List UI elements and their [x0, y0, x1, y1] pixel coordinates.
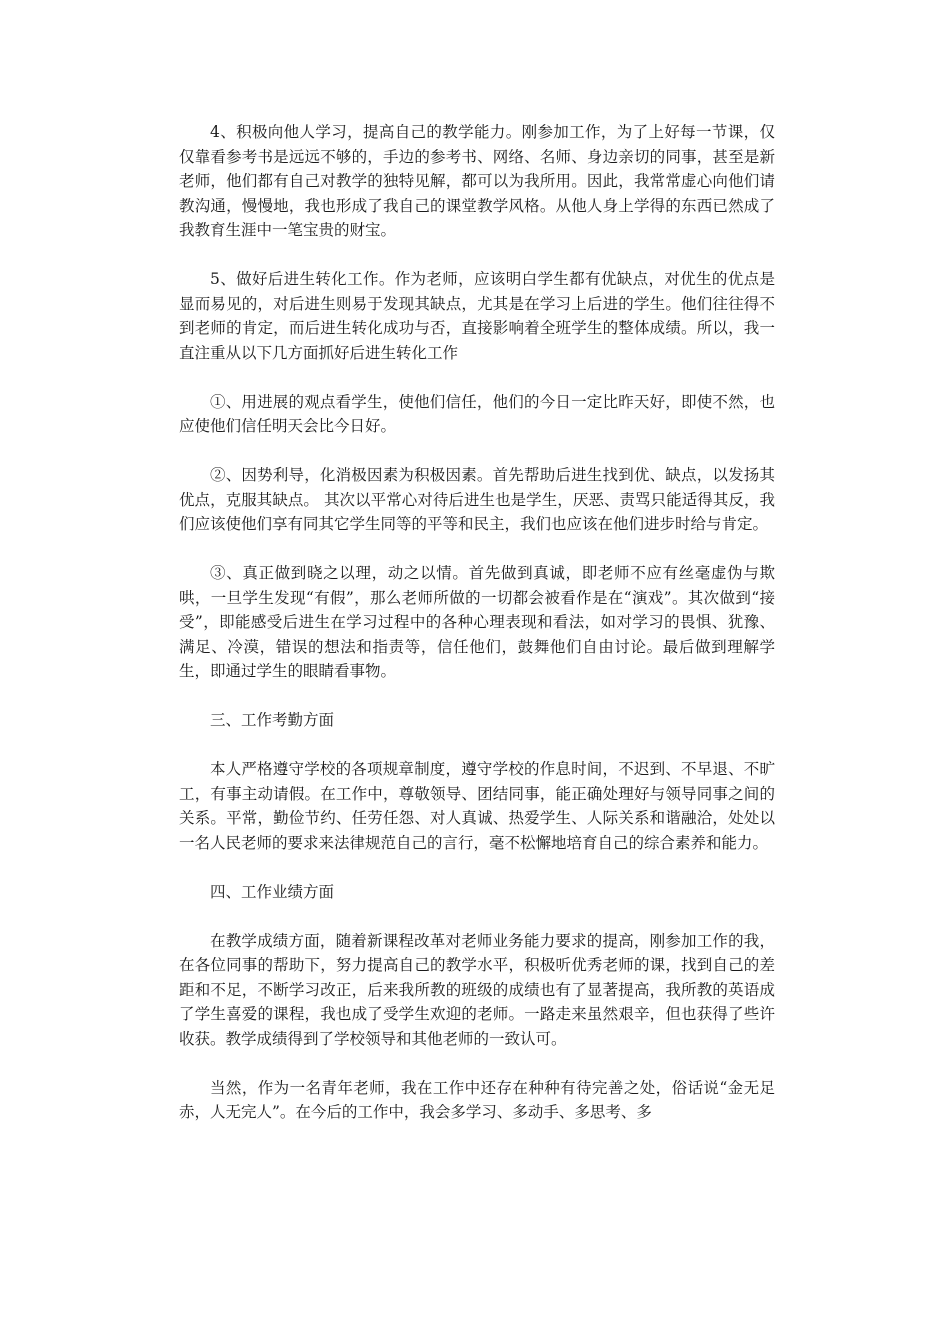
paragraph-learn-from-others: 4、积极向他人学习，提高自己的教学能力。刚参加工作，为了上好每一节课，仅仅靠看参考书是远远不够的，手边的参考书、网络、名师、身边亲切的同事，甚至是新老师，他们都有自己对教学的独特见解，都可以为我所用。因此，我常常虚心向他们请教沟通，慢慢地，我也形成了我自己的课堂教学风格。从他人身上学得的东西已然成了我教育生涯中一笔宝贵的财宝。	[179, 123, 775, 239]
paragraph-point-3: ③、真正做到晓之以理，动之以情。首先做到真诚，即老师不应有丝毫虚伪与欺哄，一旦学生发现“有假”，那么老师所做的一切都会被看作是在“演戏”。其次做到“接受”，即能感受后进生在学习过程中的各种心理表现和看法，如对学习的畏惧、犹豫、满足、冷漠，错误的想法和指责等，信任他们，鼓舞他们自由讨论。最后做到理解学生，即通过学生的眼睛看事物。	[179, 564, 775, 680]
paragraph-point-1: ①、用进展的观点看学生，使他们信任，他们的今日一定比昨天好，即使不然，也应使他们信任明天会比今日好。	[179, 392, 775, 435]
document-page	[179, 120, 775, 1149]
section-heading-attendance: 三、工作考勤方面	[210, 711, 335, 729]
paragraph-struggling-students: 5、做好后进生转化工作。作为老师，应该明白学生都有优缺点，对优生的优点是显而易见的，对后进生则易于发现其缺点，尤其是在学习上后进的学生。他们往往得不到老师的肯定，而后进生转化成功与否，直接影响着全班学生的整体成绩。所以，我一直注重从以下几方面抓好后进生转化工作	[179, 270, 775, 362]
paragraph-conclusion: 当然，作为一名青年老师，我在工作中还存在种种有待完善之处，俗话说“金无足赤，人无完人”。在今后的工作中，我会多学习、多动手、多思考、多	[179, 1078, 775, 1121]
paragraph-point-2: ②、因势利导，化消极因素为积极因素。首先帮助后进生找到优、缺点，以发扬其优点，克服其缺点。 其次以平常心对待后进生也是学生，厌恶、责骂只能适得其反，我们应该使他们享有同其它学生同等的平等和民主，我们也应该在他们进步时给与肯定。	[179, 466, 775, 533]
paragraph-performance: 在教学成绩方面，随着新课程改革对老师业务能力要求的提高，刚参加工作的我，在各位同事的帮助下，努力提高自己的教学水平，积极听优秀老师的课，找到自己的差距和不足，不断学习改正，后来我所教的班级的成绩也有了显著提高，我所教的英语成了学生喜爱的课程，我也成了受学生欢迎的老师。一路走来虽然艰辛，但也获得了些许收获。教学成绩得到了学校领导和其他老师的一致认可。	[179, 931, 775, 1048]
section-heading-performance: 四、工作业绩方面	[210, 882, 335, 901]
paragraph-attendance: 本人严格遵守学校的各项规章制度，遵守学校的作息时间，不迟到、不早退、不旷工，有事主动请假。在工作中，尊敬领导、团结同事，能正确处理好与领导同事之间的关系。平常，勤俭节约、任劳任怨、对人真诚、热爱学生、人际关系和谐融洽，处处以一名人民老师的要求来法律规范自己的言行，毫不松懈地培育自己的综合素养和能力。	[179, 760, 775, 852]
